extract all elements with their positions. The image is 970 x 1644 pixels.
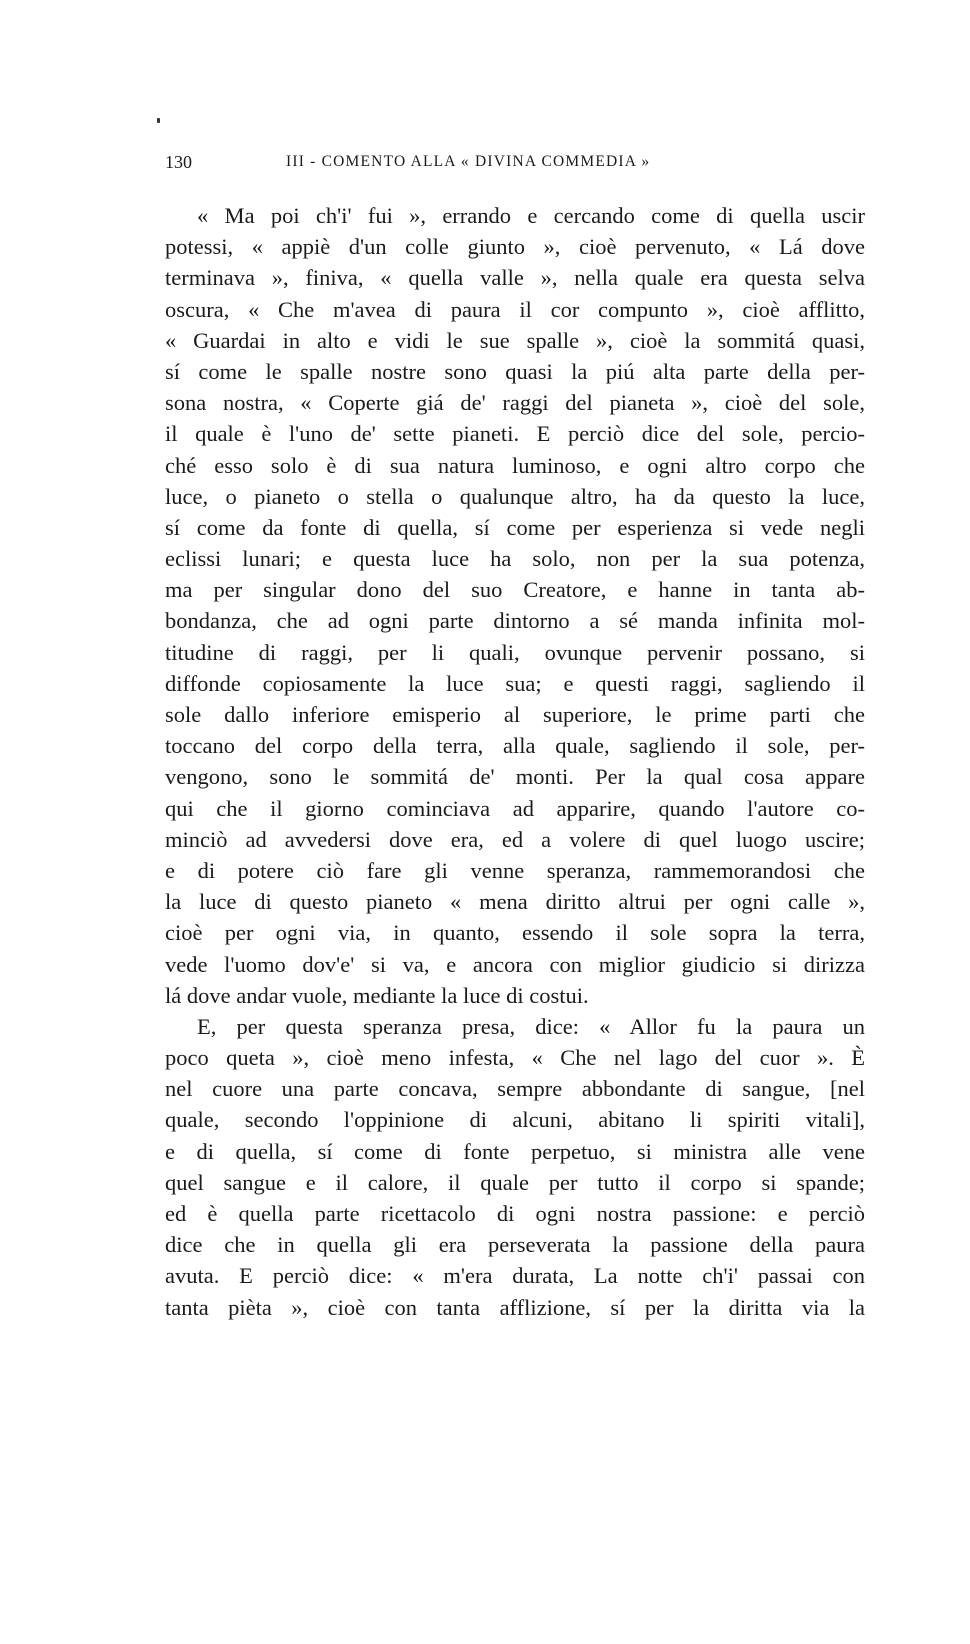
text-line: minciò ad avvedersi dove era, ed a volere di quel luogo uscire; xyxy=(165,826,865,852)
text-line: potessi, « appiè d'un colle giunto », cioè pervenuto, « Lá dove xyxy=(165,234,865,260)
body-text xyxy=(165,200,865,1323)
text-line: eclissi lunari; e questa luce ha solo, non per la sua potenza, xyxy=(165,546,865,572)
text-line: cioè per ogni via, in quanto, essendo il sole sopra la terra, xyxy=(165,920,865,946)
text-line: dice che in quella gli era perseverata la passione della paura xyxy=(165,1232,865,1258)
running-head xyxy=(165,150,865,174)
text-line: avuta. E perciò dice: « m'era durata, La notte ch'i' passai con xyxy=(165,1263,865,1289)
text-line: « Guardai in alto e vidi le sue spalle », cioè la sommitá quasi, xyxy=(165,327,865,353)
paragraph-2 xyxy=(165,1011,865,1323)
text-line: oscura, « Che m'avea di paura il cor compunto », cioè afflitto, xyxy=(165,296,865,322)
text-line: vede l'uomo dov'e' si va, e ancora con miglior giudicio si dirizza xyxy=(165,951,865,977)
text-line: ma per singular dono del suo Creatore, e hanne in tanta ab- xyxy=(165,577,865,603)
text-line: ché esso solo è di sua natura luminoso, e ogni altro corpo che xyxy=(165,452,865,478)
text-line: il quale è l'uno de' sette pianeti. E perciò dice del sole, percio- xyxy=(165,421,865,447)
text-line: E, per questa speranza presa, dice: « Allor fu la paura un xyxy=(197,1013,865,1039)
text-line: « Ma poi ch'i' fui », errando e cercando come di quella uscir xyxy=(197,203,865,228)
text-line: terminava », finiva, « quella valle », nella quale era questa selva xyxy=(165,265,865,291)
page-number: 130 xyxy=(165,152,192,172)
text-line: quale, secondo l'oppinione di alcuni, abitano li spiriti vitali], xyxy=(165,1107,865,1133)
text-line: quel sangue e il calore, il quale per tutto il corpo si spande; xyxy=(165,1169,865,1195)
text-line: ed è quella parte ricettacolo di ogni nostra passione: e perciò xyxy=(165,1201,865,1226)
print-speck xyxy=(157,118,160,123)
text-line: e di quella, sí come di fonte perpetuo, si ministra alle vene xyxy=(165,1138,865,1164)
text-line: vengono, sono le sommitá de' monti. Per la qual cosa appare xyxy=(165,764,865,790)
text-line: nel cuore una parte concava, sempre abbondante di sangue, [nel xyxy=(165,1076,865,1102)
text-line: sí come le spalle nostre sono quasi la piú alta parte della per- xyxy=(165,358,865,384)
text-line: lá dove andar vuole, mediante la luce di costui. xyxy=(165,982,589,1008)
text-line: poco queta », cioè meno infesta, « Che nel lago del cuor ». È xyxy=(165,1045,865,1071)
paragraph-1 xyxy=(165,200,865,1011)
text-line: sí come da fonte di quella, sí come per esperienza si vede negli xyxy=(165,514,865,540)
text-line: diffonde copiosamente la luce sua; e questi raggi, sagliendo il xyxy=(165,670,865,696)
text-line: toccano del corpo della terra, alla quale, sagliendo il sole, per- xyxy=(165,733,865,759)
text-line: e di potere ciò fare gli venne speranza, rammemorandosi che xyxy=(165,857,865,883)
text-line: luce, o pianeto o stella o qualunque altro, ha da questo la luce, xyxy=(165,483,865,509)
text-line: sole dallo inferiore emisperio al superiore, le prime parti che xyxy=(165,702,865,727)
text-line: sona nostra, « Coperte giá de' raggi del pianeta », cioè del sole, xyxy=(165,390,865,416)
text-line: titudine di raggi, per li quali, ovunque pervenir possano, si xyxy=(165,639,865,665)
text-line: bondanza, che ad ogni parte dintorno a sé manda infinita mol- xyxy=(165,608,865,634)
text-line: la luce di questo pianeto « mena diritto altrui per ogni calle », xyxy=(165,889,865,915)
text-line: qui che il giorno cominciava ad apparire, quando l'autore co- xyxy=(165,795,865,821)
running-title: III - COMENTO ALLA « DIVINA COMMEDIA » xyxy=(286,153,651,170)
text-line: tanta pièta », cioè con tanta afflizione, sí per la diritta via la xyxy=(165,1294,865,1320)
